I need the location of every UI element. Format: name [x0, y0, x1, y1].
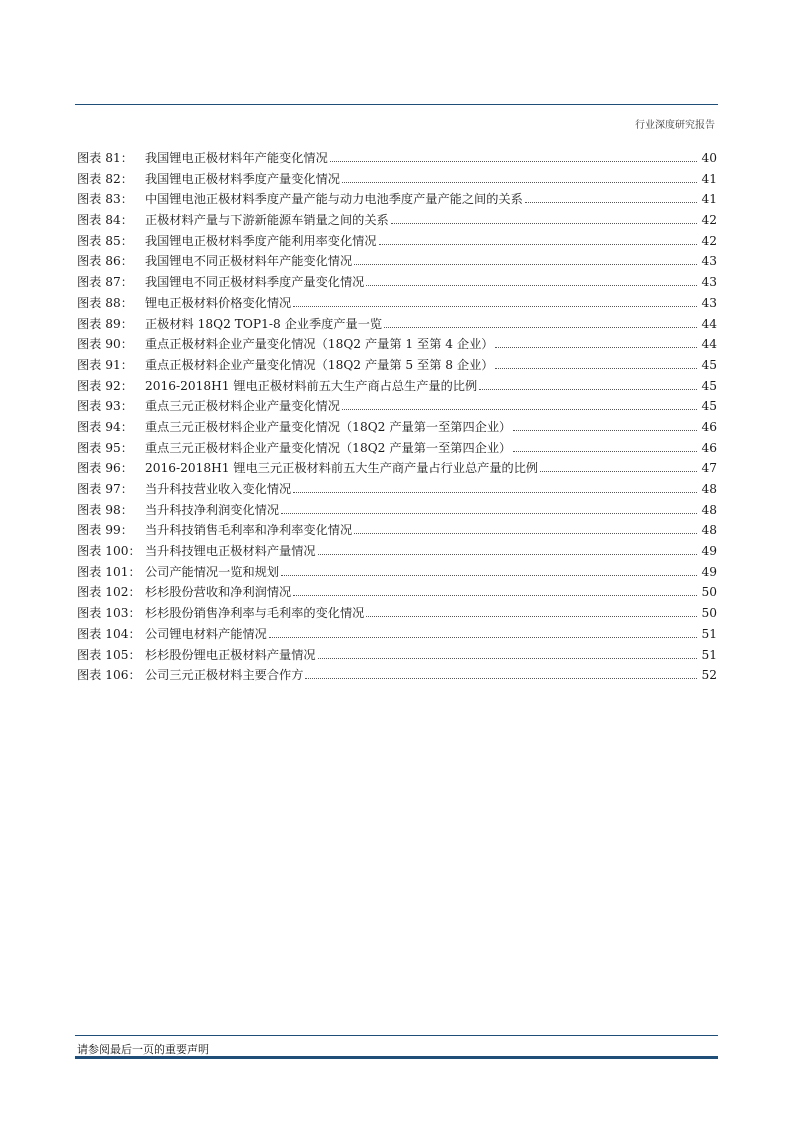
- toc-entry-label: 图表 104：: [77, 626, 141, 641]
- toc-entry-title: 杉杉股份锂电正极材料产量情况: [145, 647, 316, 662]
- toc-entry-page: 48: [701, 502, 717, 517]
- toc-entry-label: 图表 84：: [77, 213, 133, 228]
- toc-entry-label: 图表 106：: [77, 668, 141, 683]
- toc-entry-page: 44: [701, 337, 717, 352]
- toc-entry-label: 图表 99：: [77, 523, 133, 538]
- toc-entry[interactable]: [77, 665, 717, 686]
- toc-entry-page: 50: [701, 585, 717, 600]
- toc-entry[interactable]: [77, 376, 717, 397]
- toc-entry-title: 重点三元正极材料企业产量变化情况（18Q2 产量第一至第四企业）: [145, 440, 512, 455]
- toc-entry-label: 图表 96：: [77, 461, 133, 476]
- dot-leader: [330, 161, 697, 162]
- dot-leader: [293, 306, 697, 307]
- toc-entry-page: 42: [701, 213, 717, 228]
- toc-entry-label: 图表 105：: [77, 647, 141, 662]
- toc-entry-title: 中国锂电池正极材料季度产量产能与动力电池季度产量产能之间的关系: [145, 192, 523, 207]
- toc-entry-label: 图表 89：: [77, 316, 133, 331]
- toc-entry-label: 图表 86：: [77, 254, 133, 269]
- toc-entry-page: 51: [701, 626, 717, 641]
- toc-entry-page: 45: [701, 378, 717, 393]
- toc-entry[interactable]: [77, 458, 717, 479]
- toc-entry-title: 2016-2018H1 锂电三元正极材料前五大生产商产量占行业总产量的比例: [145, 461, 539, 476]
- dot-leader: [540, 471, 697, 472]
- toc-entry[interactable]: [77, 438, 717, 459]
- toc-entry-title: 当升科技净利润变化情况: [145, 502, 280, 517]
- dot-leader: [513, 430, 697, 431]
- toc-entry[interactable]: [77, 417, 717, 438]
- toc-entry-title: 2016-2018H1 锂电正极材料前五大生产商占总生产量的比例: [145, 378, 478, 393]
- toc-entry-label: 图表 92：: [77, 378, 133, 393]
- toc-entry[interactable]: [77, 148, 717, 169]
- toc-entry-title: 重点三元正极材料企业产量变化情况: [145, 399, 340, 414]
- dot-leader: [342, 409, 697, 410]
- toc-entry-title: 锂电正极材料价格变化情况: [145, 295, 292, 310]
- toc-entry[interactable]: [77, 562, 717, 583]
- dot-leader: [318, 658, 697, 659]
- toc-entry[interactable]: [77, 334, 717, 355]
- toc-entry[interactable]: [77, 479, 717, 500]
- disclaimer-text: 请参阅最后一页的重要声明: [77, 1043, 209, 1056]
- toc-entry-title: 我国锂电正极材料季度产能利用率变化情况: [145, 233, 377, 248]
- toc-entry-label: 图表 82：: [77, 171, 133, 186]
- toc-entry-label: 图表 97：: [77, 482, 133, 496]
- toc-entry-label: 图表 93：: [77, 399, 133, 414]
- toc-entry[interactable]: [77, 645, 717, 666]
- dot-leader: [366, 616, 697, 617]
- dot-leader: [354, 533, 697, 534]
- dot-leader: [318, 554, 697, 555]
- toc-entry-page: 52: [701, 668, 717, 683]
- toc-entry-page: 41: [701, 192, 717, 207]
- toc-entry-title: 我国锂电不同正极材料年产能变化情况: [145, 254, 353, 269]
- toc-entry-label: 图表 91：: [77, 357, 133, 372]
- toc-entry[interactable]: [77, 251, 717, 272]
- toc-entry[interactable]: [77, 582, 717, 603]
- toc-entry-title: 我国锂电正极材料季度产量变化情况: [145, 171, 340, 186]
- toc-entry[interactable]: [77, 603, 717, 624]
- toc-entry-title: 我国锂电正极材料年产能变化情况: [145, 151, 328, 165]
- toc-entry-label: 图表 98：: [77, 502, 133, 517]
- dot-leader: [293, 595, 697, 596]
- toc-entry-page: 43: [701, 295, 717, 310]
- toc-entry-title: 重点三元正极材料企业产量变化情况（18Q2 产量第一至第四企业）: [145, 419, 512, 434]
- dot-leader: [366, 285, 697, 286]
- toc-entry-page: 45: [701, 399, 717, 414]
- toc-entry-page: 40: [701, 151, 717, 165]
- dot-leader: [293, 492, 697, 493]
- dot-leader: [342, 182, 697, 183]
- dot-leader: [379, 244, 697, 245]
- toc-entry-label: 图表 90：: [77, 337, 133, 352]
- toc-entry-label: 图表 85：: [77, 233, 133, 248]
- dot-leader: [513, 451, 697, 452]
- toc-entry-label: 图表 101：: [77, 564, 141, 579]
- toc-entry-label: 图表 87：: [77, 275, 133, 290]
- toc-entry-page: 51: [701, 647, 717, 662]
- toc-entry-page: 50: [701, 606, 717, 621]
- footer-rule: [75, 1035, 718, 1036]
- dot-leader: [281, 575, 697, 576]
- toc-entry-label: 图表 83：: [77, 192, 133, 207]
- toc-entry-title: 重点正极材料企业产量变化情况（18Q2 产量第 5 至第 8 企业）: [145, 357, 494, 372]
- toc-entry-label: 图表 88：: [77, 295, 133, 310]
- toc-entry-page: 45: [701, 357, 717, 372]
- dot-leader: [495, 347, 697, 348]
- toc-entry-title: 当升科技锂电正极材料产量情况: [145, 544, 316, 559]
- toc-entry-label: 图表 94：: [77, 419, 133, 434]
- toc-entry-page: 48: [701, 523, 717, 538]
- toc-entry-page: 46: [701, 440, 717, 455]
- footer-bar: [75, 1056, 718, 1059]
- toc-entry-title: 正极材料产量与下游新能源车销量之间的关系: [145, 213, 389, 228]
- dot-leader: [354, 264, 697, 265]
- dot-leader: [384, 327, 697, 328]
- toc-entry[interactable]: [77, 500, 717, 521]
- dot-leader: [525, 202, 697, 203]
- dot-leader: [305, 678, 697, 679]
- dot-leader: [479, 389, 697, 390]
- toc-entry-label: 图表 102：: [77, 585, 141, 600]
- toc-entry-page: 43: [701, 254, 717, 269]
- toc-entry-title: 杉杉股份销售净利率与毛利率的变化情况: [145, 606, 365, 621]
- toc-entry-page: 49: [701, 564, 717, 579]
- toc-entry[interactable]: [77, 624, 717, 645]
- toc-entry-page: 42: [701, 233, 717, 248]
- toc-entry-label: 图表 95：: [77, 440, 133, 455]
- toc-entry-title: 杉杉股份营收和净利润情况: [145, 585, 292, 600]
- toc-entry[interactable]: [77, 541, 717, 562]
- toc-entry[interactable]: [77, 293, 717, 314]
- toc-entry-page: 46: [701, 419, 717, 434]
- toc-entry[interactable]: [77, 314, 717, 335]
- toc-entry-title: 公司产能情况一览和规划: [145, 564, 280, 579]
- toc-entry[interactable]: [77, 355, 717, 376]
- toc-entry[interactable]: [77, 210, 717, 231]
- toc-entry-label: 图表 100：: [77, 544, 141, 559]
- toc-entry[interactable]: [77, 189, 717, 210]
- toc-entry-page: 47: [701, 461, 717, 476]
- toc-entry-page: 44: [701, 316, 717, 331]
- dot-leader: [269, 637, 697, 638]
- toc-entry-page: 41: [701, 171, 717, 186]
- report-type-label: 行业深度研究报告: [635, 120, 715, 131]
- header-rule: [75, 104, 718, 105]
- toc-entry[interactable]: [77, 231, 717, 252]
- dot-leader: [281, 513, 697, 514]
- table-of-figures: [77, 148, 717, 686]
- toc-entry[interactable]: [77, 169, 717, 190]
- toc-entry-page: 49: [701, 544, 717, 559]
- toc-entry-label: 图表 103：: [77, 606, 141, 621]
- toc-entry[interactable]: [77, 272, 717, 293]
- toc-entry-title: 公司三元正极材料主要合作方: [145, 668, 304, 683]
- toc-entry-title: 公司锂电材料产能情况: [145, 626, 267, 641]
- toc-entry-page: 48: [701, 482, 717, 496]
- toc-entry-title: 正极材料 18Q2 TOP1-8 企业季度产量一览: [145, 316, 383, 331]
- toc-entry-title: 我国锂电不同正极材料季度产量变化情况: [145, 275, 365, 290]
- toc-entry-label: 图表 81：: [77, 151, 133, 165]
- toc-entry-title: 重点正极材料企业产量变化情况（18Q2 产量第 1 至第 4 企业）: [145, 337, 494, 352]
- toc-entry-title: 当升科技营业收入变化情况: [145, 482, 292, 496]
- dot-leader: [391, 223, 697, 224]
- toc-entry-page: 43: [701, 275, 717, 290]
- toc-entry-title: 当升科技销售毛利率和净利率变化情况: [145, 523, 353, 538]
- dot-leader: [495, 368, 697, 369]
- toc-entry[interactable]: [77, 520, 717, 541]
- toc-entry[interactable]: [77, 396, 717, 417]
